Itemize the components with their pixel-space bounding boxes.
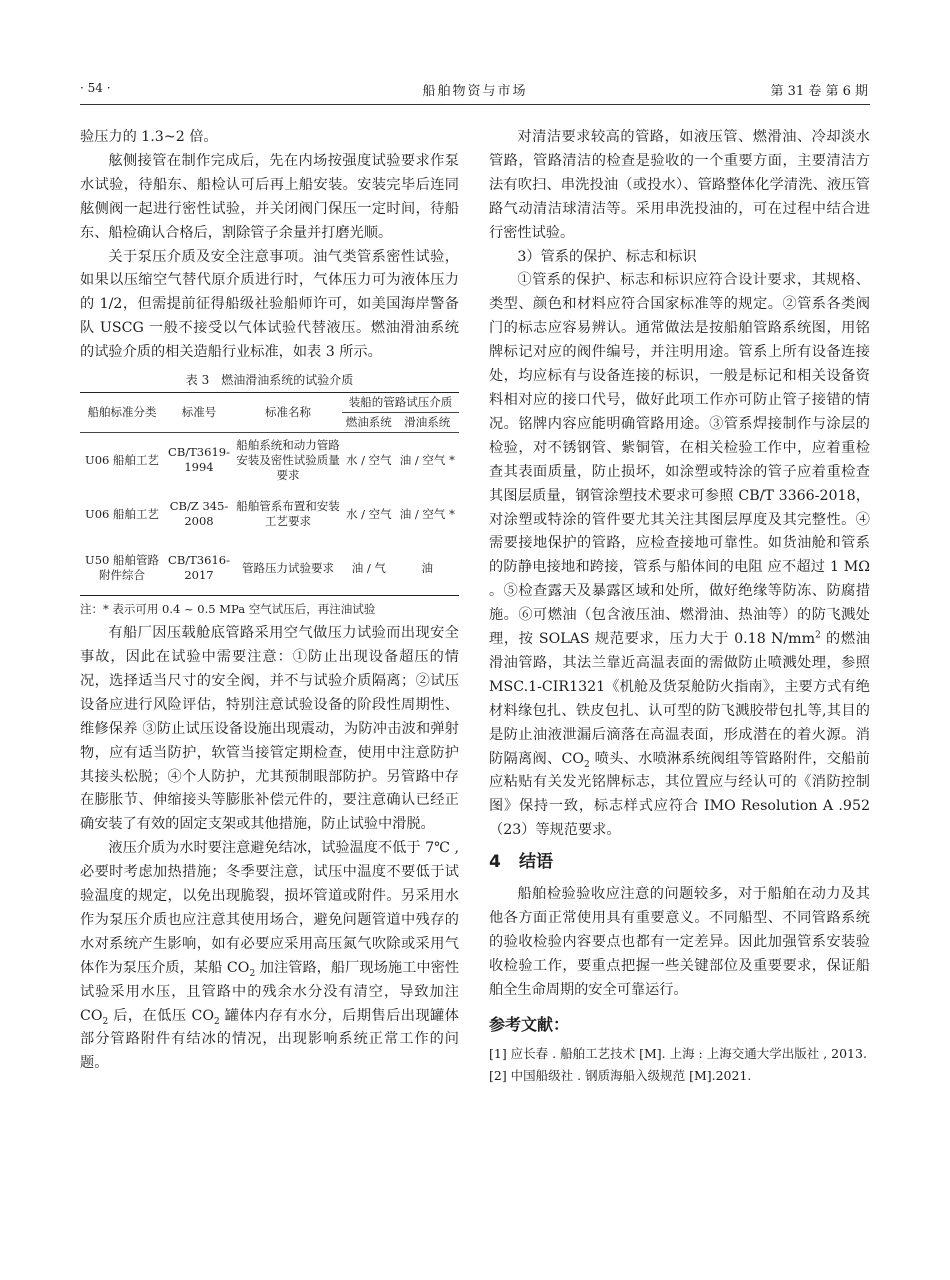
table-header-group: 装船的管路试压介质 — [342, 393, 459, 413]
table-cell: 水 / 空气 — [345, 506, 392, 521]
table-cell: CB/T3619-1994 — [168, 445, 230, 475]
subscript: 2 — [214, 1016, 220, 1027]
paragraph: 船舶检验验收应注意的问题较多，对于船舶在动力及其他各方面正常使用具有重要意义。不同船型、不同管路系统的验收检验内容要点也都有一定差异。因此加强管系安装验收检验工作，要重点把握一些关键部位及重要要求，保证船舶全生命周期的安全可靠运行。 — [489, 886, 870, 998]
table-cell: U06 船舶工艺 — [85, 452, 159, 467]
subscript: 2 — [249, 968, 256, 979]
table-cell: 油 / 空气 * — [399, 452, 455, 467]
paragraph — [489, 269, 870, 843]
superscript: 2 — [815, 630, 821, 641]
section-number: 4 — [489, 852, 501, 873]
text-run: 后，在低压 CO — [108, 1007, 215, 1024]
table-cell: U06 船舶工艺 — [85, 506, 159, 521]
paragraph: 验压力的 1.3~2 倍。 — [80, 129, 218, 145]
section-title: 结语 — [519, 852, 553, 873]
table-row — [80, 487, 459, 541]
table-header: 标准号 — [164, 393, 234, 433]
subheading: 3）管系的保护、标志和标识 — [517, 248, 697, 265]
text-run: 的燃油滑油管路，其法兰靠近高温表面的需做防止喷溅处理，参照 MSC.1-CIR1321《机舱及货泵舱防火指南》，主要方式有绝材料缘包扎、铁皮包扎、认可型的防飞溅胶带包扎等,其目的是防止油液泄漏后滴落在高温表面，形成潜在的着火源。消防隔离阀、CO — [489, 631, 870, 767]
table-cell: 油 / 空气 * — [399, 506, 455, 521]
table-cell: 水 / 空气 — [345, 452, 392, 467]
journal-title: 船舶物资与市场 — [422, 84, 528, 99]
table-cell: CB/T3616-2017 — [164, 541, 234, 596]
table-row — [80, 541, 459, 596]
table-note: 注：* 表示可用 0.4 ~ 0.5 MPa 空气试压后，再注油试验 — [80, 602, 376, 617]
reference-item: [2] 中国船级社 . 钢质海船入级规范 [M].2021. — [489, 1067, 752, 1083]
paragraph — [80, 837, 459, 1076]
table-caption: 表 3 燃油滑油系统的试验介质 — [185, 373, 354, 388]
reference-item: [1] 应长春 . 船舶工艺技术 [M]. 上海 : 上海交通大学出版社 , 2013. — [489, 1045, 867, 1061]
table-header: 标准名称 — [234, 393, 342, 433]
table-cell: 油 / 气 — [342, 541, 396, 596]
table-cell: 船舶管系布置和安装工艺要求 — [236, 499, 340, 529]
page-number: · 54 · — [80, 81, 111, 95]
table-cell: CB/Z 345-2008 — [169, 499, 229, 529]
paragraph: 有船厂因压载舱底管路采用空气做压力试验而出现安全事故，因此在试验中需要注意：①防止出现设备超压的情况，选择适当尺寸的安全阀，并不与试验介质隔离；②试压设备应进行风险评估，特别注意试验设备的阶段性周期性、维修保养 ③防止试压设备设施出现震动，为防冲击波和弹射物，应有适当防护，软管当接管定期检查，使用中注意防护其接头松脱；④个人防护，尤其预制眼部防护。另管路中存在膨胀节、伸缩接头等膨胀补偿元件的，要注意确认已经正确安装了有效的固定支架或其他措施，防止试验中滑脱。 — [80, 625, 459, 833]
table-cell: 管路压力试验要求 — [234, 541, 342, 596]
text-run: ①管系的保护、标志和标识应符合设计要求，其规格、类型、颜色和材料应符合国家标准等的规定。②管系各类阀门的标志应容易辨认。通常做法是按船舶管路系统图，用铭牌标记对应的阀件编号，并注明用途。管系上所有设备连接处，均应标有与设备连接的标识，一般是标记和相关设备资料相对应的接口代号，做好此项工作亦可防止管子接错的情况。铭牌内容应能明确管路用途。③管系焊接制作与涂层的检验，对不锈钢管、紫铜管，在相关检验工作中，应着重检查其表面质量，防止损坏，如涂塑或特涂的管子应着重检查其图层质量，钢管涂塑技术要求可参照 CB/T 3366-2018，对涂塑或特涂的管件要尤其关注其图层厚度及其完整性。④需要接地保护的管路，应检查接地可靠性。如货油舱和管系的防静电接地和跨接，管系与船体间的电阻 应不超过 1 MΩ 。⑤检查露天及暴露区域和处所，做好绝缘等防冻、防腐措施。⑥可燃油（包含液压油、燃滑油、热油等）的防飞溅处理，按 SOLAS 规范要求，压力大于 0.18 N/mm — [489, 272, 870, 648]
paragraph: 对清洁要求较高的管路，如液压管、燃滑油、冷却淡水管路，管路清洁的检查是验收的一个重要方面，主要清洁方法有吹扫、串洗投油（或投水）、管路整体化学清洗、液压管路气动清洁球清洁等。采用串洗投油的，可在过程中结合进行密性试验。 — [489, 129, 870, 241]
paragraph: 关于泵压介质及安全注意事项。油气类管系密性试验，如果以压缩空气替代原介质进行时，气体压力可为液体压力的 1/2，但需提前征得船级社验船师许可，如美国海岸警备队 USCG 一般不接受以气体试验代替液压。燃油滑油系统的试验介质的相关造船行业标准，如表 3 所示。 — [80, 248, 459, 361]
table-header: 滑油系统 — [396, 413, 459, 433]
right-column — [489, 126, 870, 1087]
table-cell: 船舶系统和动力管路安装及密性试验质量要求 — [236, 437, 340, 482]
table-cell: U50 船舶管路附件综合 — [80, 541, 164, 596]
issue-label: 第 31 卷 第 6 期 — [770, 84, 868, 99]
subscript: 2 — [584, 759, 590, 770]
text-run: 液压介质为水时要注意避免结冰，试验温度不低于 7℃ , 必要时考虑加热措施；冬季要注意，试压中温度不要低于试验温度的规定，以免出现脆裂，损坏管道或附件。另采用水作为泵压介质也应注意其使用场合，避免问题管道中残存的水对系统产生影响，如有必要应采用高压氮气吹除或采用气体作为泵压介质，某船 CO — [80, 840, 459, 976]
table-cell: 油 — [396, 541, 459, 596]
subscript: 2 — [102, 1016, 109, 1027]
table-header: 燃油系统 — [342, 413, 396, 433]
text-run: 罐体内存有水分，后期售后出现罐体部分管路附件有结冰的情况，出现影响系统正常工作的问题。 — [80, 1007, 459, 1072]
table-header: 船舶标准分类 — [80, 393, 164, 433]
section-heading — [489, 851, 870, 875]
references-heading: 参考文献： — [489, 1014, 570, 1034]
text-run: 喷头、水喷淋系统阀组等管路附件，交船前应粘贴有关发光铭牌标志，其位置应与经认可的《消防控制图》保持一致，标志样式应符合 IMO Resolution A .952（23）等规范要求。 — [489, 750, 870, 839]
text-run: 加注管路，船厂现场施工中密性试验采用水压，且管路中的残余水分没有清空，导致加注 CO — [80, 959, 460, 1024]
left-column — [80, 126, 459, 1076]
header-rule — [80, 104, 870, 105]
page-header — [0, 0, 950, 110]
test-medium-table — [80, 392, 459, 596]
paragraph: 舷侧接管在制作完成后，先在内场按强度试验要求作泵水试验，待船东、船检认可后再上船安装。安装完毕后连同舷侧阀一起进行密性试验，并关闭阀门保压一定时间，待船东、船检确认合格后，割除管子余量并打磨光顺。 — [80, 152, 459, 241]
table-row — [80, 433, 459, 488]
